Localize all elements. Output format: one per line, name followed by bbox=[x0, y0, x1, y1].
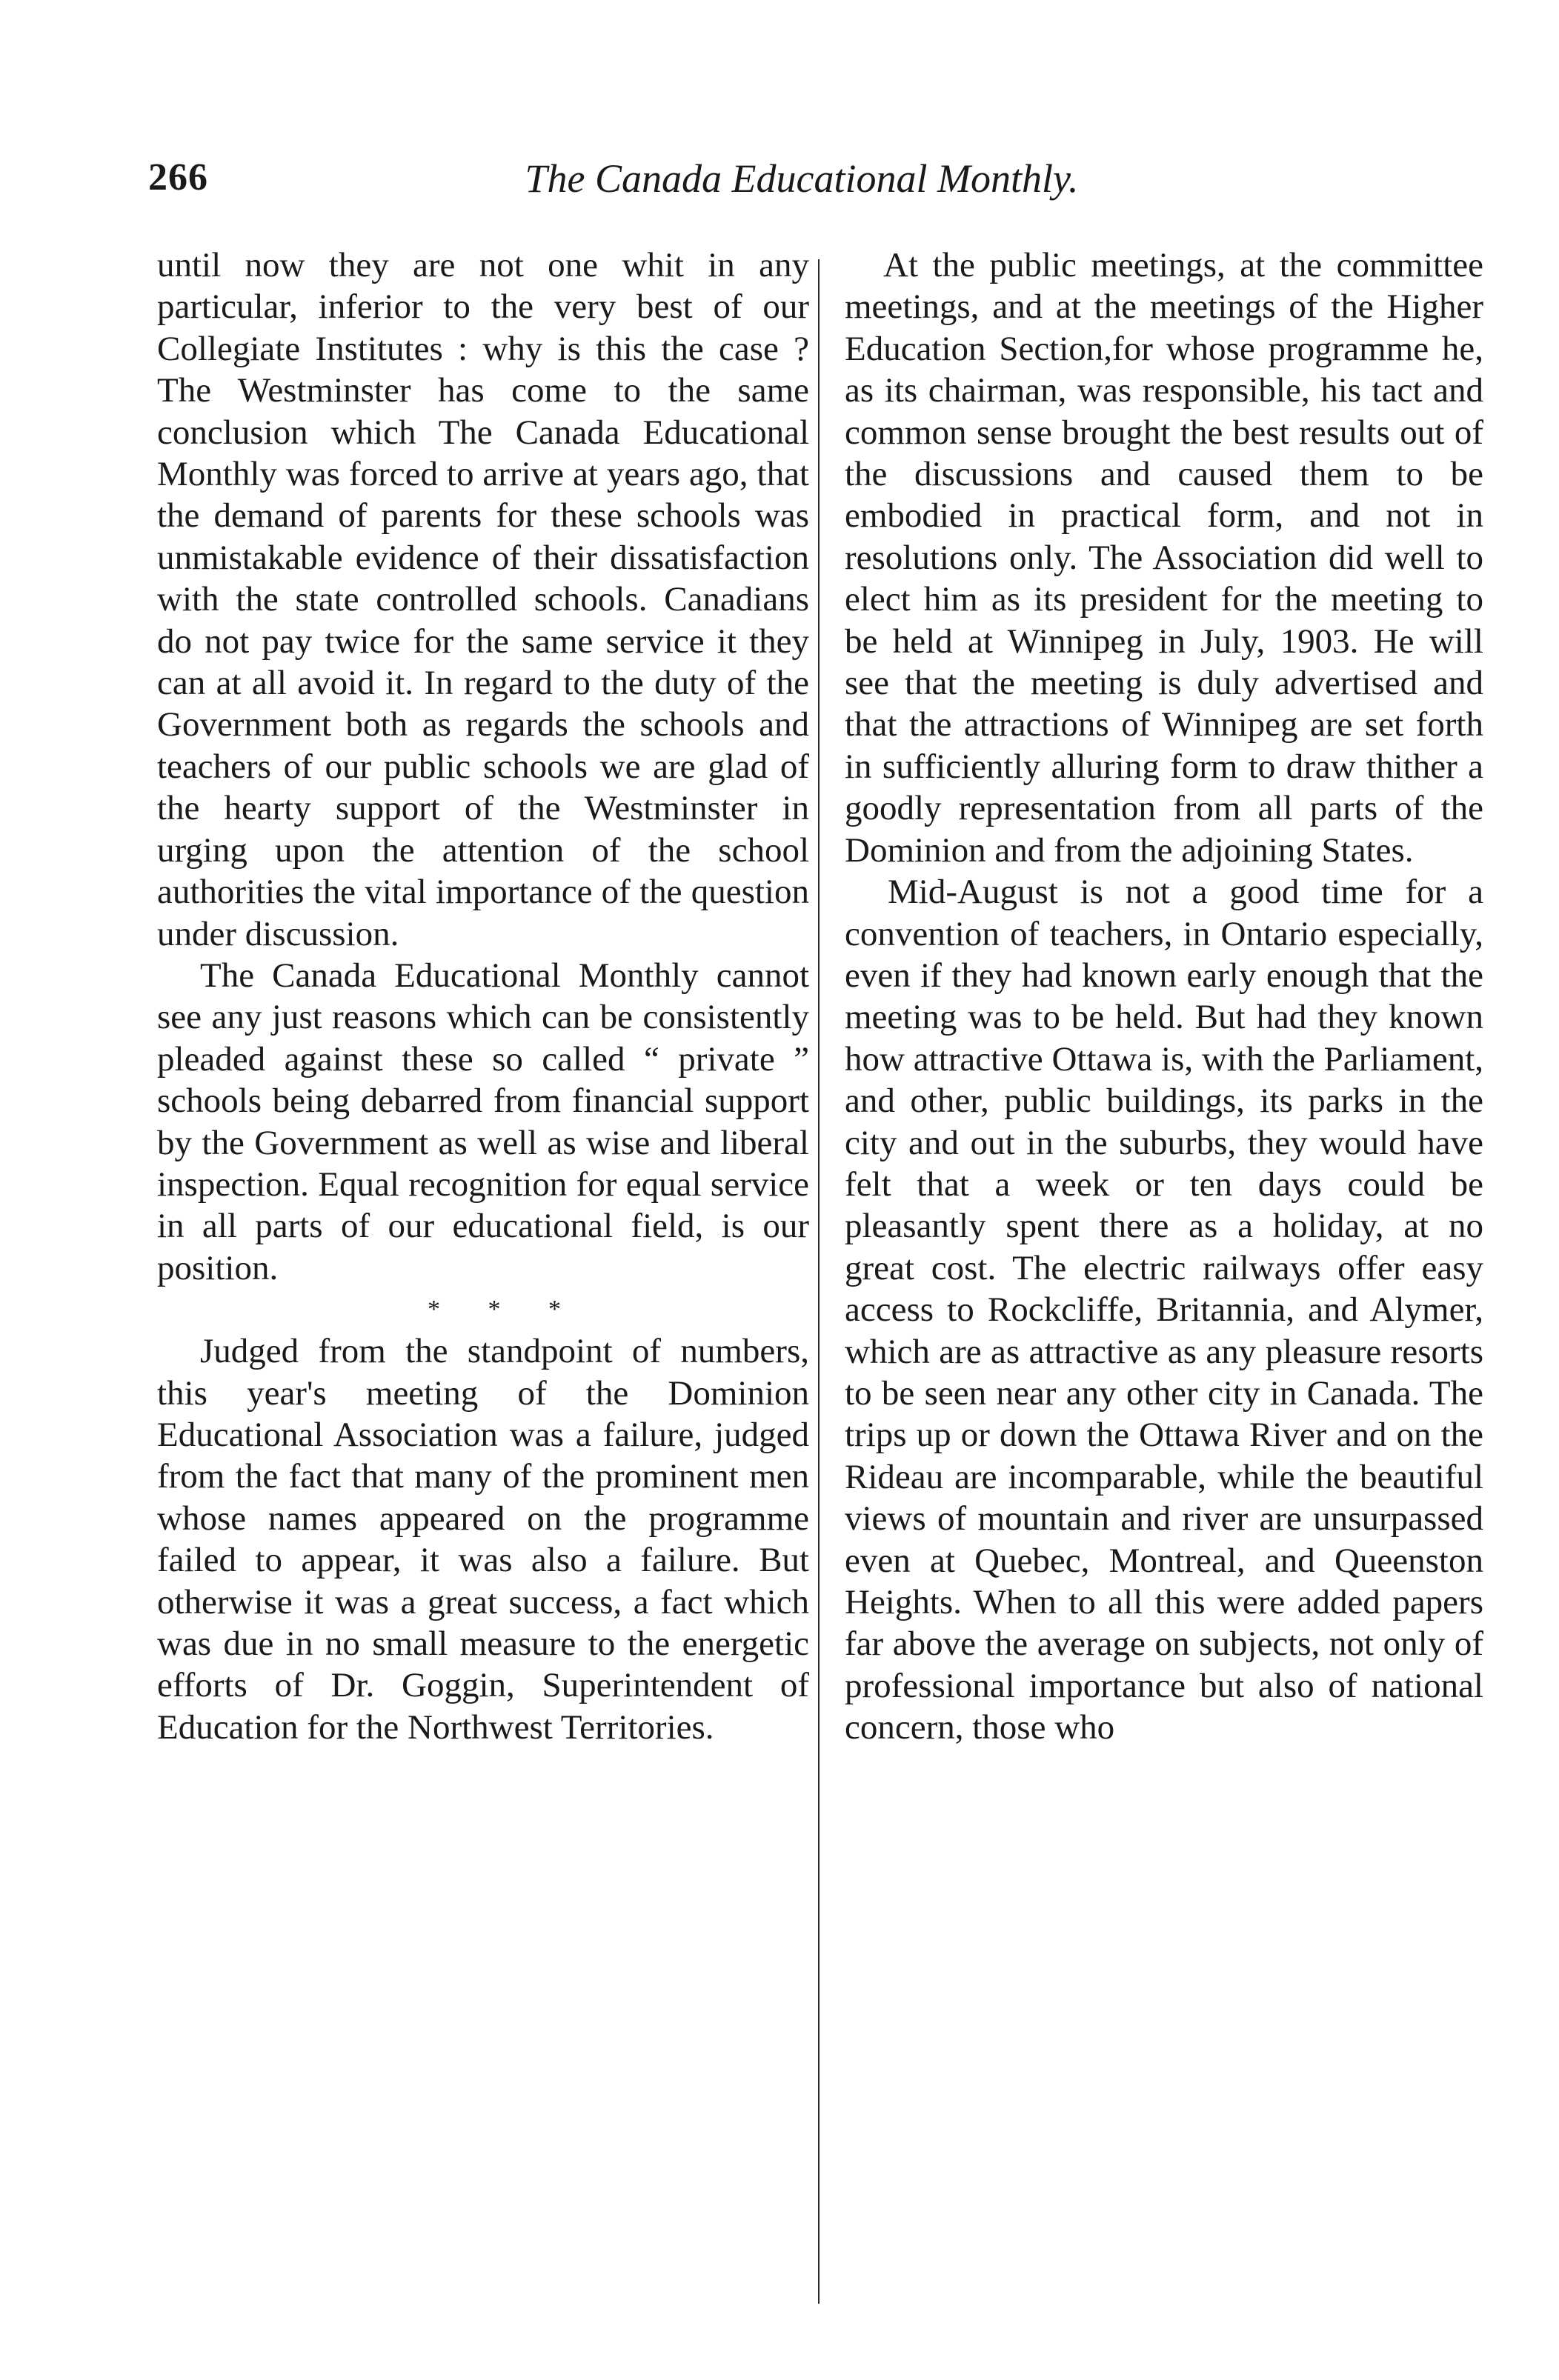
left-paragraph-3: Judged from the standpoint of numbers, this year's meeting of the Dominion Educational Association was a failure, judged from the fact that many of the prominent men whose names appeared on the programme failed to appear, it was also a failure. But otherwise it was a great success, a fact which was due in no small measure to the energetic efforts of Dr. Goggin, Superintendent of Education for the Northwest Territories. bbox=[157, 1332, 809, 1747]
left-paragraph-2: The Canada Educational Monthly cannot see any just reasons which can be consistently pleaded against these so called “ private ” schools being debarred from financial support by the Government as well as wise and liberal inspection. Equal recognition for equal service in all parts of our educational field, is our position. bbox=[157, 956, 809, 1287]
right-paragraph-2: Mid-August is not a good time for a convention of teachers, in Ontario especially, even if they had known early enough that the meeting was to be held. But had they known how attractive Ottawa is, with the Parliament, and other, public buildings, its parks in the city and out in the suburbs, they would have felt that a week or ten days could be pleasantly spent there as a holiday, at no great cost. The electric railways offer easy access to Rockcliffe, Britannia, and Alymer, which are as attractive as any pleasure resorts to be seen near any other city in Canada. The trips up or down the Ottawa River and on the Rideau are incomparable, while the beautiful views of mountain and river are unsurpassed even at Quebec, Montreal, and Queenston Heights. When to all this were added papers far above the average on subjects, not only of professional importance but also of national concern, those who bbox=[845, 873, 1483, 1747]
right-paragraph-1: At the public meetings, at the committee meetings, and at the meetings of the Higher Education Section,for whose programme he, as its chairman, was responsible, his tact and common sense brought the best results out of the discussions and caused them to be embodied in practical form, and not in resolutions only. The Association did well to elect him as its president for the meeting to be held at Winnipeg in July, 1903. He will see that the meeting is duly advertised and that the attractions of Winnipeg are set forth in sufficiently alluring form to draw thither a goodly representation from all parts of the Dominion and from the adjoining States. bbox=[845, 246, 1483, 870]
right-column bbox=[845, 244, 1483, 1749]
section-separator: * * * bbox=[428, 1296, 582, 1324]
running-head: The Canada Educational Monthly. bbox=[525, 156, 1079, 201]
column-rule bbox=[818, 259, 820, 2304]
left-column bbox=[157, 244, 809, 1748]
left-paragraph-1: until now they are not one whit in any particular, inferior to the very best of our Collegiate Institutes : why is this the case ? The Westminster has come to the same conclusion which The Canada Educational Monthly was forced to arrive at years ago, that the demand of parents for these schools was unmistakable evidence of their dissatisfaction with the state controlled schools. Canadians do not pay twice for the same service it they can at all avoid it. In regard to the duty of the Government both as regards the schools and teachers of our public schools we are glad of the hearty support of the Westminster in urging upon the attention of the school authorities the vital importance of the question under discussion. bbox=[157, 246, 809, 953]
page-number: 266 bbox=[148, 156, 208, 199]
